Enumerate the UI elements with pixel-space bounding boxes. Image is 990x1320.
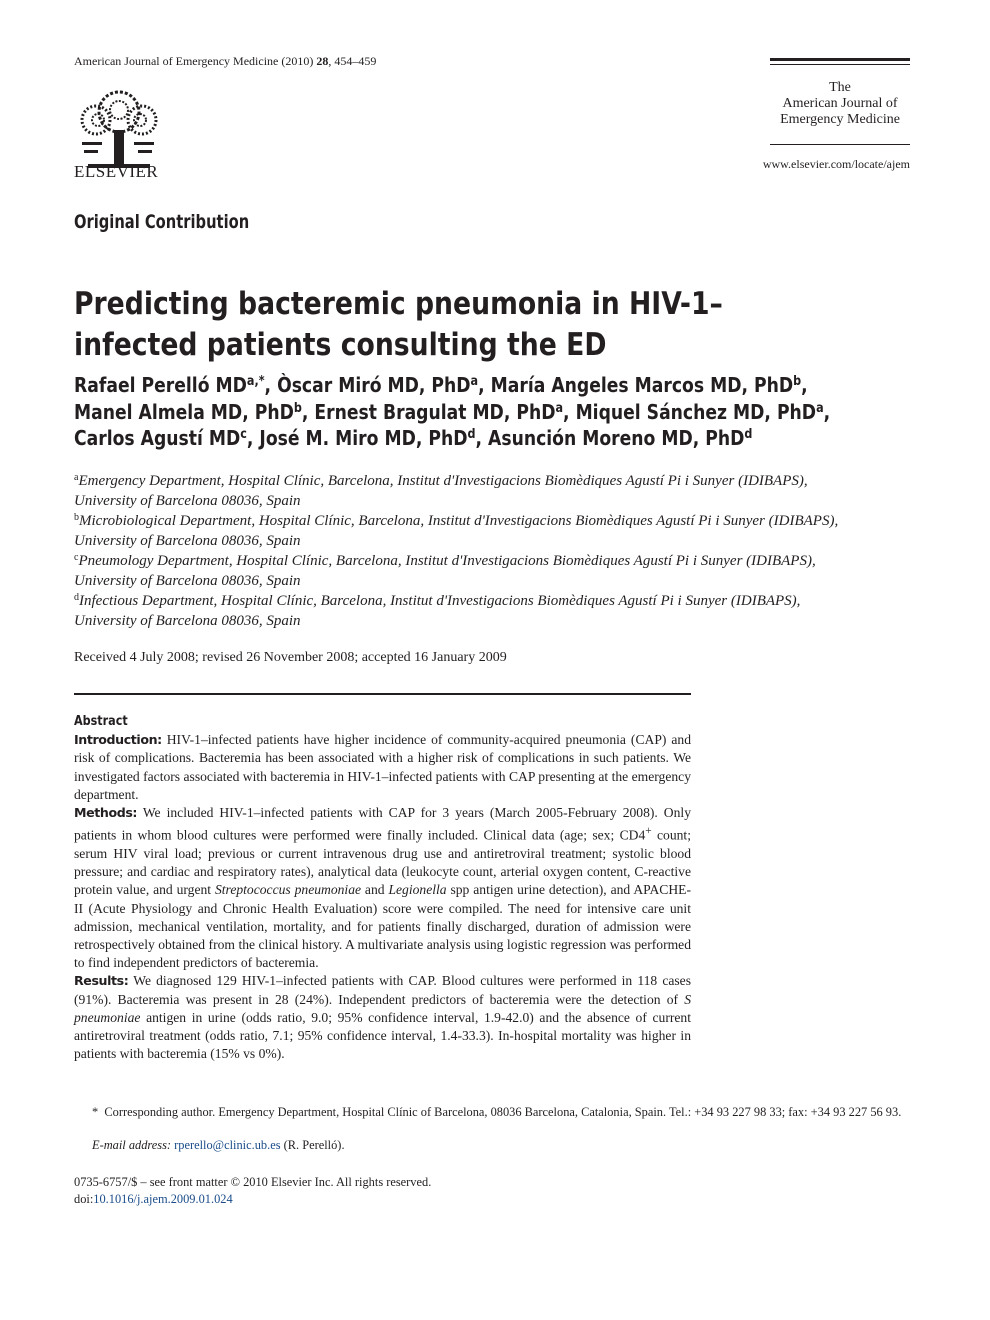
abstract-results (74, 972, 691, 1063)
masthead-rule-thick (770, 58, 910, 61)
affiliation-key: c (74, 552, 79, 563)
affiliation-line: Infectious Department, Hospital Clínic, Barcelona, Institut d'Investigacions Biomèdiques Agustí Pi i Sunyer (IDIBAPS), (79, 593, 801, 609)
author-separator: , (264, 373, 278, 397)
affiliation-a (74, 471, 914, 511)
affiliation-line: University of Barcelona 08036, Spain (74, 573, 301, 589)
affiliation-c (74, 551, 914, 591)
affiliation-line: Pneumology Department, Hospital Clínic, Barcelona, Institut d'Investigacions Biomèdiques Agustí Pi i Sunyer (IDIBAPS), (78, 553, 816, 569)
author-name: Carlos Agustí MD (74, 426, 241, 450)
masthead-line-3: Emergency Medicine (780, 112, 900, 127)
methods-species: Legionella (388, 882, 447, 898)
email-footnote (92, 1138, 345, 1153)
methods-text: We included HIV-1–infected patients with CAP for 3 years (March 2005-February 2008). Only patients in whom blood cultures were performed were finally included. Clinical data (age; sex; CD4 (74, 805, 691, 843)
author-sup[interactable]: a (470, 374, 479, 389)
author-sup[interactable]: b (793, 374, 802, 389)
doi-link[interactable]: 10.1016/j.ajem.2009.01.024 (93, 1192, 233, 1206)
masthead-rule-bottom (770, 144, 910, 145)
issn-line: 0735-6757/$ – see front matter © 2010 Elsevier Inc. All rights reserved. (74, 1175, 432, 1189)
affiliations (74, 471, 914, 631)
journal-masthead (770, 80, 910, 128)
author-separator: , (823, 399, 831, 424)
author-sup[interactable]: a (816, 400, 824, 416)
author-sup[interactable]: a,* (246, 374, 265, 389)
affiliation-d (74, 591, 914, 631)
abstract (74, 712, 691, 1063)
author-name: Rafael Perelló MD (74, 373, 247, 397)
author-sup[interactable]: c (240, 427, 247, 442)
footnote-marker: * (92, 1105, 99, 1119)
results-label: Results: (74, 973, 129, 989)
introduction-text: HIV-1–infected patients have higher incidence of community-acquired pneumonia (CAP) and risk of complications. Bacteremia has been associated with a higher risk of complications in such patients. We investigated factors associated with bacteremia in HIV-1–infected patients with CAP presenting at the emergency department. (74, 732, 691, 802)
author-separator: , (563, 399, 576, 424)
results-text: We diagnosed 129 HIV-1–infected patients with CAP. Blood cultures were performed in 118 cases (91%). Bacteremia was present in 28 (24%). Independent predictors of bacteremia were the detection of (74, 973, 691, 1007)
citation-prefix: American Journal of Emergency Medicine (2010) (74, 54, 314, 68)
author-name: Manel Almela MD, PhD (74, 399, 294, 424)
author-name: Ernest Bragulat MD, PhD (314, 399, 556, 424)
abstract-methods (74, 804, 691, 972)
author-sup[interactable]: b (293, 400, 302, 416)
affiliation-line: University of Barcelona 08036, Spain (74, 533, 301, 549)
affiliation-key: a (74, 472, 79, 483)
affiliation-line: University of Barcelona 08036, Spain (74, 613, 301, 629)
author-separator: , (801, 373, 808, 397)
section-label: Original Contribution (74, 211, 250, 233)
author-list (74, 372, 848, 452)
affiliation-line: Microbiological Department, Hospital Clínic, Barcelona, Institut d'Investigacions Biomèdiques Agustí Pi i Sunyer (IDIBAPS), (79, 513, 839, 529)
masthead-line-1: The (829, 80, 851, 95)
author-name: Òscar Miró MD, PhD (277, 373, 471, 397)
doi-line (74, 1191, 431, 1208)
citation-volume: 28 (316, 54, 329, 68)
article-dates: Received 4 July 2008; revised 26 November 2008; accepted 16 January 2009 (74, 650, 507, 665)
methods-text: spp antigen urine detection), and APACHE-II (Acute Physiology and Chronic Health Evaluation) score were compiled. The need for intensive care unit admission, mechanical ventilation, mortality, and for patients finally discharged, duration of admission were retrospectively obtained from the clinical history. A multivariate analysis using logistic regression was performed to find independent predictors of bacteremia. (74, 882, 691, 971)
author-separator: , (478, 373, 491, 397)
methods-text: count; serum HIV viral load; previous or current intravenous drug use and antiretroviral treatment; systolic blood pressure; and cardiac and respiratory rates), analytical data (leukocyte count, arterial oxygen content, C-reactive protein value, and urgent (74, 827, 691, 898)
methods-label: Methods: (74, 805, 138, 821)
author-name: José M. Miro MD, PhD (259, 426, 468, 450)
corresponding-footnote (74, 1104, 910, 1120)
front-matter (74, 1174, 431, 1208)
masthead-rule-thin (770, 64, 910, 65)
doi-label: doi: (74, 1192, 94, 1206)
journal-url-link[interactable]: www.elsevier.com/locate/ajem (762, 157, 910, 171)
abstract-heading: Abstract (74, 714, 128, 729)
author-separator: , (246, 426, 260, 450)
email-suffix: (R. Perelló). (280, 1138, 345, 1152)
methods-superscript: + (645, 825, 652, 838)
author-sup[interactable]: a (555, 400, 564, 416)
citation-pages: , 454–459 (328, 54, 377, 68)
affiliation-key: b (74, 512, 79, 523)
affiliation-key: d (74, 592, 79, 603)
author-separator: , (475, 426, 489, 450)
introduction-label: Introduction: (74, 732, 162, 748)
affiliation-line: University of Barcelona 08036, Spain (74, 493, 301, 509)
email-label: E-mail address: (92, 1138, 172, 1152)
footnote-text: Corresponding author. Emergency Department, Hospital Clínic of Barcelona, 08036 Barcelona, Catalonia, Spain. Tel.: +34 93 227 98 33; fax: +34 93 227 56 93. (104, 1105, 902, 1119)
affiliation-b (74, 511, 914, 551)
methods-species: Streptococcus pneumoniae (214, 882, 362, 898)
affiliation-line: Emergency Department, Hospital Clínic, Barcelona, Institut d'Investigacions Biomèdiques Agustí Pi i Sunyer (IDIBAPS), (78, 473, 808, 489)
author-name: Miquel Sánchez MD, PhD (575, 399, 817, 424)
author-name: María Angeles Marcos MD, PhD (490, 373, 794, 397)
results-text: antigen in urine (odds ratio, 9.0; 95% confidence interval, 1.9-42.0) and the absence of current antiretroviral treatment (odds ratio, 7.1; 95% confidence interval, 1.4-33.3). In-hospital mortality was higher in patients with bacteremia (15% vs 0%). (74, 1009, 691, 1062)
abstract-introduction (74, 731, 691, 804)
methods-text: and (361, 882, 389, 898)
email-link[interactable]: rperello@clinic.ub.es (174, 1138, 281, 1152)
author-sup[interactable]: d (467, 427, 476, 442)
author-name: Asunción Moreno MD, PhD (488, 426, 745, 450)
journal-citation (74, 54, 376, 69)
elsevier-wordmark: ELSEVIER (74, 162, 159, 181)
author-sup[interactable]: d (744, 427, 753, 442)
author-separator: , (301, 399, 315, 424)
abstract-divider (74, 693, 691, 695)
article-title: Predicting bacteremic pneumonia in HIV-1–infected patients consulting the ED (74, 286, 723, 363)
results-species: S pneumoniae (74, 991, 691, 1025)
masthead-line-2: American Journal of (782, 96, 898, 111)
